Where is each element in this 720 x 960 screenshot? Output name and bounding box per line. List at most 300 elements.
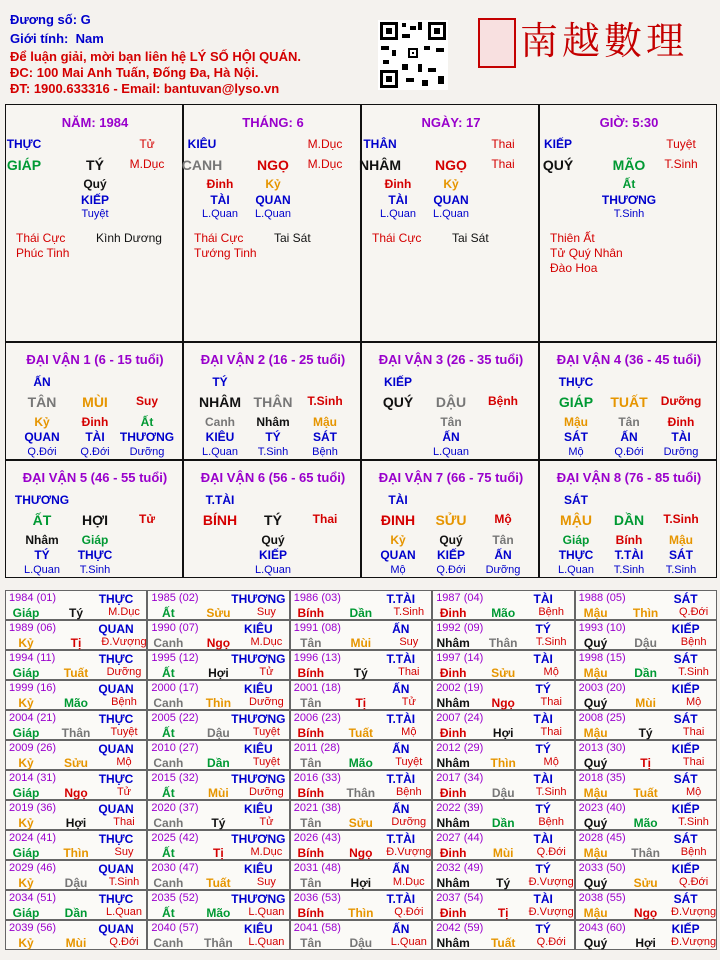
year-ten-god: TÝ [535, 622, 551, 636]
pillar-panel [539, 104, 717, 342]
year-cell [147, 920, 289, 950]
year-ten-god: KIÊU [244, 742, 273, 756]
hidden-phase: L.Quan [254, 208, 292, 220]
year-ten-god: QUAN [98, 802, 134, 816]
year-phase: Bệnh [395, 786, 422, 798]
year-branch: Thân [204, 936, 233, 950]
hidden-ten-god: TÀI [388, 193, 408, 207]
year-ten-god: QUAN [98, 922, 134, 936]
year-label: 2017 (34) [436, 772, 484, 784]
year-stem: Tân [300, 696, 322, 710]
year-label: 1989 (06) [9, 622, 57, 634]
year-ten-god: T.TÀI [386, 592, 416, 606]
dai-van-title: ĐẠI VẬN 2 (16 - 25 tuổi) [200, 352, 346, 367]
year-stem: Kỷ [18, 636, 34, 650]
year-branch: Thân [488, 636, 518, 650]
year-cell [5, 680, 147, 710]
dai-van-hidden-ten-god: THỰC [558, 548, 594, 562]
year-branch: Tý [638, 726, 653, 740]
year-cell [432, 920, 574, 950]
year-stem: Nhâm [436, 936, 470, 950]
year-ten-god: TÀI [533, 772, 553, 786]
year-branch: Hợi [492, 726, 514, 740]
year-phase: Tuyệt [252, 726, 280, 738]
dai-van-hidden-phase: Dưỡng [663, 446, 699, 458]
year-label: 2030 (47) [151, 862, 199, 874]
year-phase: M.Dục [108, 606, 140, 618]
year-label: 2012 (29) [436, 742, 484, 754]
dai-van-hidden-ten-god: SÁT [313, 430, 337, 444]
year-cell [290, 800, 432, 830]
dai-van-phase: T.Sinh [663, 512, 699, 526]
year-label: 2015 (32) [151, 772, 199, 784]
year-phase: Suy [399, 636, 419, 648]
dai-van-hidden-stem: Nhâm [256, 415, 290, 429]
shen-sha: Kình Dương [96, 231, 162, 245]
heavenly-stem: GIÁP [6, 157, 42, 173]
year-cell [575, 800, 717, 830]
year-ten-god: QUAN [98, 622, 134, 636]
dai-van-ten-god: TÝ [212, 375, 228, 389]
year-cell [290, 650, 432, 680]
year-label: 2003 (20) [578, 682, 626, 694]
year-cell [5, 740, 147, 770]
hidden-ten-god: QUAN [433, 193, 469, 207]
year-ten-god: KIÊU [244, 922, 273, 936]
pillar-panel [361, 104, 539, 342]
hidden-ten-god: KIẾP [80, 193, 110, 207]
dai-van-phase: Thai [312, 512, 338, 526]
year-ten-god: THƯƠNG [231, 832, 286, 846]
year-label: 1991 (08) [293, 622, 341, 634]
dai-van-ten-god: SÁT [564, 493, 588, 507]
dai-van-hidden-phase: L.Quan [23, 564, 61, 576]
year-label: 2013 (30) [578, 742, 626, 754]
year-ten-god: SÁT [673, 712, 698, 726]
year-ten-god: KIÊU [244, 862, 273, 876]
dai-van-hidden-phase: T.Sinh [79, 564, 111, 576]
year-stem: Canh [153, 936, 184, 950]
year-phase: Mộ [685, 696, 702, 708]
dai-van-hidden-phase: Bệnh [312, 446, 338, 458]
dai-van-branch: TÝ [264, 512, 282, 528]
year-branch: Tuất [633, 786, 658, 800]
stem-phase: Tử [139, 137, 155, 151]
year-label: 1999 (16) [9, 682, 57, 694]
dai-van-hidden-ten-god: KIẾP [436, 548, 466, 562]
year-stem: Nhâm [436, 696, 470, 710]
year-ten-god: TÝ [535, 922, 551, 936]
year-stem: Giáp [12, 786, 40, 800]
year-stem: Canh [153, 696, 184, 710]
year-label: 2020 (37) [151, 802, 199, 814]
year-cell [5, 920, 147, 950]
year-branch: Thìn [490, 756, 516, 770]
year-stem: Kỷ [18, 816, 34, 830]
year-stem: Bính [297, 606, 325, 620]
year-ten-god: SÁT [673, 652, 698, 666]
year-phase: Mộ [401, 726, 417, 738]
shen-sha: Thái Cực [16, 231, 66, 245]
shen-sha: Tử Quý Nhân [550, 246, 623, 260]
dai-van-hidden-ten-god: TÝ [265, 430, 281, 444]
year-stem: Canh [153, 876, 184, 890]
year-stem: Giáp [12, 906, 40, 920]
year-cell [432, 890, 574, 920]
year-cell [5, 890, 147, 920]
branch-phase: Thai [491, 157, 515, 171]
year-branch: Mùi [65, 936, 87, 950]
year-cell [575, 620, 717, 650]
year-cell [147, 800, 289, 830]
year-stem: Tân [300, 936, 322, 950]
year-label: 1988 (05) [578, 592, 626, 604]
year-ten-god: KIẾP [671, 682, 700, 696]
year-stem: Bính [297, 846, 325, 860]
year-phase: Đ.Vượng [671, 906, 717, 918]
dai-van-hidden-stem: Đinh [667, 415, 695, 429]
year-cell [147, 590, 289, 620]
year-cell [432, 710, 574, 740]
year-cell [432, 770, 574, 800]
year-label: 1994 (11) [9, 652, 56, 664]
year-ten-god: TÀI [533, 892, 553, 906]
ten-god-stem: KIÊU [187, 137, 217, 151]
year-ten-god: THỰC [98, 592, 134, 606]
dai-van-hidden-stem: Bính [615, 533, 643, 547]
year-stem: Nhâm [436, 756, 470, 770]
year-label: 2040 (57) [151, 922, 199, 934]
year-branch: Dần [634, 666, 657, 680]
dai-van-panel [183, 460, 361, 578]
year-label: 2029 (46) [9, 862, 57, 874]
year-stem: Canh [153, 816, 184, 830]
year-stem: Tân [300, 876, 322, 890]
year-phase: L.Quan [248, 936, 285, 948]
year-label: 1985 (02) [151, 592, 199, 604]
year-stem: Bính [297, 786, 325, 800]
year-stem: Đinh [439, 906, 467, 920]
year-cell [5, 830, 147, 860]
year-cell [5, 590, 147, 620]
year-phase: Đ.Vượng [528, 906, 574, 918]
year-branch: Dần [349, 606, 373, 620]
year-branch: Thân [346, 786, 376, 800]
year-branch: Tuất [206, 876, 231, 890]
year-cell [147, 680, 289, 710]
heavenly-stem: CANH [181, 157, 223, 173]
year-stem: Ất [162, 666, 175, 680]
year-ten-god: T.TÀI [386, 772, 416, 786]
year-phase: Đ.Vượng [528, 876, 574, 888]
year-label: 2010 (27) [151, 742, 199, 754]
dai-van-hidden-stem: Mậu [313, 415, 337, 429]
year-phase: T.Sinh [535, 786, 567, 798]
year-branch: Tuất [348, 726, 374, 740]
year-label: 2011 (28) [293, 742, 341, 754]
year-branch: Tý [353, 666, 368, 680]
year-stem: Canh [153, 636, 184, 650]
year-stem: Quý [583, 876, 608, 890]
year-branch: Thìn [348, 906, 374, 920]
year-phase: Mộ [116, 756, 132, 768]
hidden-stem: Quý [83, 177, 107, 191]
dai-van-hidden-phase: T.Sinh [257, 446, 289, 458]
year-label: 1998 (15) [578, 652, 626, 664]
year-stem: Kỷ [18, 696, 34, 710]
year-cell [5, 860, 147, 890]
year-phase: Thai [682, 756, 705, 768]
dai-van-phase: Dưỡng [660, 394, 702, 408]
branch-phase: M.Dục [307, 157, 343, 171]
dai-van-hidden-ten-god: QUAN [24, 430, 60, 444]
dai-van-stem: ĐINH [380, 512, 416, 528]
year-branch: Ngọ [491, 696, 515, 710]
year-stem: Quý [583, 816, 608, 830]
year-cell [575, 710, 717, 740]
year-stem: Ất [162, 786, 175, 800]
year-phase: Dưỡng [391, 816, 427, 828]
year-phase: Thai [540, 696, 562, 708]
year-phase: Tuyệt [395, 756, 423, 768]
year-branch: Ngọ [206, 636, 231, 650]
dai-van-hidden-stem: Mậu [564, 415, 588, 429]
year-phase: Tử [259, 816, 274, 828]
year-label: 2018 (35) [578, 772, 626, 784]
year-cell [432, 590, 574, 620]
year-cell [290, 710, 432, 740]
year-ten-god: SÁT [673, 592, 698, 606]
year-cell [575, 650, 717, 680]
year-label: 2022 (39) [436, 802, 484, 814]
year-phase: Dưỡng [249, 696, 284, 708]
dai-van-hidden-phase: Q.Đới [27, 446, 57, 458]
dai-van-phase: Suy [135, 394, 159, 408]
year-branch: Mão [348, 756, 373, 770]
year-phase: Suy [114, 846, 134, 858]
dai-van-hidden-ten-god: T.TÀI [614, 548, 644, 562]
year-cell [575, 860, 717, 890]
pillar-panel [5, 104, 183, 342]
year-cell [147, 830, 289, 860]
year-ten-god: TÀI [533, 712, 553, 726]
year-branch: Tị [355, 696, 367, 710]
dai-van-hidden-stem: Quý [261, 533, 285, 547]
year-phase: Q.Đới [678, 606, 709, 618]
year-cell [432, 620, 574, 650]
pillar-title: NGÀY: 17 [421, 115, 481, 130]
year-label: 1992 (09) [436, 622, 484, 634]
dai-van-hidden-stem: Tân [440, 415, 462, 429]
year-stem: Tân [300, 816, 322, 830]
dai-van-hidden-stem: Mậu [669, 533, 693, 547]
year-phase: Bệnh [111, 696, 137, 708]
year-stem: Kỷ [18, 876, 34, 890]
year-ten-god: KIÊU [244, 622, 273, 636]
year-label: 2007 (24) [436, 712, 484, 724]
dai-van-branch: HỢI [82, 512, 108, 528]
ten-god-stem: KIẾP [543, 137, 573, 151]
year-stem: Bính [297, 726, 325, 740]
year-label: 2006 (23) [293, 712, 341, 724]
year-branch: Ngọ [349, 846, 373, 860]
year-cell [147, 620, 289, 650]
heavenly-stem: QUÝ [542, 157, 574, 173]
year-stem: Ất [162, 906, 175, 920]
hidden-stem: Kỷ [265, 177, 281, 191]
year-branch: Tuất [63, 666, 89, 680]
year-ten-god: SÁT [673, 772, 698, 786]
year-stem: Bính [297, 906, 325, 920]
year-phase: Bệnh [538, 816, 565, 828]
year-phase: T.Sinh [678, 666, 709, 678]
dai-van-ten-god: ẤN [33, 375, 51, 389]
branch-phase: M.Dục [129, 157, 165, 171]
dai-van-stem: BÍNH [202, 512, 238, 528]
year-stem: Đinh [439, 786, 467, 800]
earthly-branch: NGỌ [435, 157, 467, 173]
year-label: 2005 (22) [151, 712, 199, 724]
year-ten-god: THỰC [98, 832, 134, 846]
year-branch: Mão [491, 606, 516, 620]
year-branch: Sửu [633, 876, 658, 890]
dai-van-branch: DẦN [613, 512, 645, 528]
year-ten-god: KIÊU [244, 802, 273, 816]
year-stem: Mậu [583, 906, 608, 920]
year-ten-god: ẤN [392, 742, 410, 756]
year-label: 1996 (13) [293, 652, 341, 664]
earthly-branch: MÃO [612, 157, 646, 173]
year-phase: Đ.Vượng [386, 846, 432, 858]
pillar-title: NĂM: 1984 [61, 115, 129, 130]
dai-van-branch: SỬU [435, 512, 467, 528]
year-cell [5, 710, 147, 740]
year-branch: Tý [496, 876, 511, 890]
year-cell [432, 800, 574, 830]
year-cell [290, 770, 432, 800]
year-branch: Dậu [491, 786, 515, 800]
year-label: 1995 (12) [151, 652, 199, 664]
year-cell [575, 890, 717, 920]
year-branch: Ngọ [633, 906, 658, 920]
year-cell [575, 770, 717, 800]
year-label: 2002 (19) [436, 682, 484, 694]
year-phase: Dưỡng [106, 666, 142, 678]
year-phase: Tử [116, 786, 132, 798]
hidden-stem: Đinh [384, 177, 412, 191]
year-phase: Thai [398, 666, 420, 678]
year-branch: Dậu [349, 936, 373, 950]
hidden-ten-god: QUAN [255, 193, 291, 207]
year-phase: Tử [259, 666, 274, 678]
year-label: 1986 (03) [293, 592, 341, 604]
year-phase: Mộ [543, 756, 559, 768]
year-stem: Mậu [583, 846, 608, 860]
year-ten-god: ẤN [392, 922, 410, 936]
year-branch: Thìn [63, 846, 89, 860]
dai-van-hidden-ten-god: SÁT [564, 430, 588, 444]
year-phase: M.Dục [250, 636, 283, 648]
year-cell [575, 680, 717, 710]
year-phase: Q.Đới [394, 906, 424, 918]
year-branch: Dậu [634, 636, 657, 650]
dai-van-hidden-ten-god: ẤN [494, 548, 512, 562]
year-label: 2038 (55) [578, 892, 626, 904]
year-phase: T.Sinh [678, 816, 709, 828]
heavenly-stem: NHÂM [359, 157, 401, 173]
dai-van-hidden-ten-god: QUAN [380, 548, 416, 562]
shen-sha: Phúc Tinh [16, 246, 70, 260]
brand-logo: 南越數理 [520, 19, 689, 63]
year-stem: Ất [162, 846, 175, 860]
year-cell [432, 680, 574, 710]
year-stem: Quý [583, 756, 608, 770]
year-stem: Quý [583, 696, 608, 710]
ten-god-stem: THỰC [6, 137, 42, 151]
year-stem: Đinh [439, 846, 467, 860]
year-label: 2025 (42) [151, 832, 199, 844]
dai-van-hidden-ten-god: TÀI [671, 430, 691, 444]
year-label: 2024 (41) [9, 832, 57, 844]
year-stem: Ất [162, 606, 175, 620]
year-stem: Đinh [439, 726, 467, 740]
year-cell [432, 830, 574, 860]
year-ten-god: KIÊU [244, 682, 273, 696]
pillar-title: THÁNG: 6 [242, 115, 304, 130]
year-branch: Mão [206, 906, 231, 920]
gender-value: Nam [75, 31, 104, 46]
year-cell [290, 680, 432, 710]
year-ten-god: TÝ [535, 802, 551, 816]
year-stem: Canh [153, 756, 184, 770]
year-branch: Sửu [491, 666, 516, 680]
hidden-phase: Tuyệt [81, 208, 109, 220]
year-label: 2001 (18) [293, 682, 341, 694]
year-branch: Tý [211, 816, 226, 830]
year-label: 2035 (52) [151, 892, 199, 904]
dai-van-hidden-phase: Q.Đới [80, 446, 110, 458]
year-cell [5, 650, 147, 680]
year-ten-god: ẤN [392, 682, 410, 696]
year-branch: Hợi [350, 876, 372, 890]
year-label: 2026 (43) [293, 832, 341, 844]
year-cell [432, 860, 574, 890]
dai-van-hidden-ten-god: ẤN [442, 430, 460, 444]
year-ten-god: KIẾP [671, 802, 700, 816]
year-cell [290, 890, 432, 920]
gender-row [10, 31, 104, 46]
year-cell [290, 740, 432, 770]
dai-van-hidden-phase: Q.Đới [614, 446, 644, 458]
year-ten-god: KIẾP [671, 622, 700, 636]
dai-van-hidden-stem: Kỷ [390, 533, 406, 547]
year-label: 2014 (31) [9, 772, 57, 784]
dai-van-phase: Mộ [494, 512, 512, 526]
year-stem: Nhâm [436, 636, 470, 650]
dai-van-title: ĐẠI VẬN 3 (26 - 35 tuổi) [378, 352, 524, 367]
dai-van-hidden-ten-god: SÁT [669, 548, 693, 562]
subject-name: Đương số: G [10, 12, 91, 27]
year-ten-god: SÁT [673, 892, 698, 906]
year-branch: Tị [497, 906, 509, 920]
year-phase: Tuyệt [110, 726, 138, 738]
dai-van-ten-god: TÀI [388, 493, 408, 507]
hidden-phase: L.Quan [201, 208, 239, 220]
year-phase: Mộ [685, 786, 702, 798]
year-branch: Sửu [348, 816, 373, 830]
year-ten-god: KIẾP [671, 742, 700, 756]
year-ten-god: TÝ [535, 682, 551, 696]
